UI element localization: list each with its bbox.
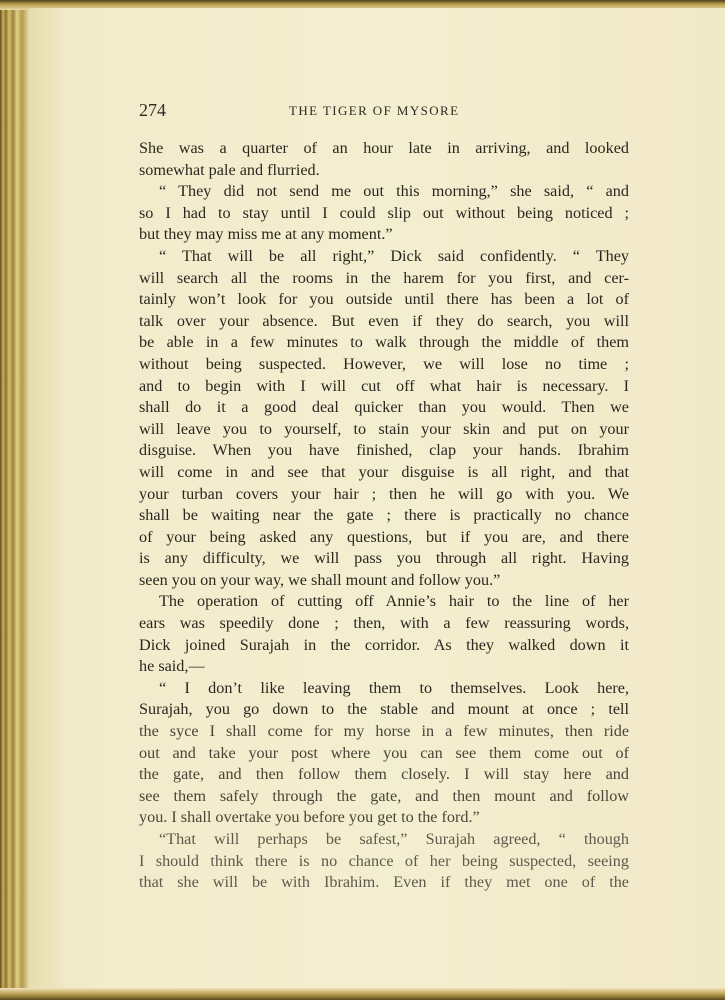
text-line: but they may miss me at any moment.”	[139, 225, 393, 244]
text-line: of your being asked any questions, but if you are, and there	[139, 527, 629, 546]
text-line: somewhat pale and flurried.	[139, 160, 320, 179]
text-line: “ I don’t like leaving them to themselves. Look here,	[159, 678, 629, 697]
text-line: will search all the rooms in the harem for you first, and cer-	[139, 268, 629, 287]
text-line: you. I shall overtake you before you get to the ford.”	[139, 808, 480, 827]
text-line: without being suspected. However, we will lose no time ;	[139, 354, 629, 373]
body-text	[139, 138, 629, 894]
text-line: The operation of cutting off Annie’s hair to the line of her	[159, 592, 629, 611]
text-line: Dick joined Surajah in the corridor. As they walked down it	[139, 635, 629, 654]
text-line: out and take your post where you can see them come out of	[139, 743, 629, 762]
running-head	[139, 100, 629, 126]
text-line: “ They did not send me out this morning,” she said, “ and	[159, 182, 629, 201]
text-line: shall be waiting near the gate ; there is practically no chance	[139, 506, 629, 525]
text-line: I should think there is no chance of her being suspected, seeing	[139, 851, 629, 870]
text-line: will come in and see that your disguise is all right, and that	[139, 462, 629, 481]
text-line: shall do it a good deal quicker than you would. Then we	[139, 398, 629, 417]
text-line: the gate, and then follow them closely. I will stay here and	[139, 765, 629, 784]
text-line: “That will perhaps be safest,” Surajah agreed, “ though	[159, 830, 629, 848]
text-line: will leave you to yourself, to stain your skin and put on your	[139, 419, 629, 438]
text-line: that she will be with Ibrahim. Even if they met one of the	[139, 873, 629, 892]
text-line: talk over your absence. But even if they do search, you will	[139, 311, 629, 330]
text-line: so I had to stay until I could slip out without being noticed ;	[139, 203, 629, 222]
text-line: see them safely through the gate, and then mount and follow	[139, 786, 629, 805]
text-line: he said,—	[139, 657, 205, 676]
page-number: 274	[139, 100, 166, 120]
text-line: ears was speedily done ; then, with a few reassuring words,	[139, 614, 629, 633]
text-line: seen you on your way, we shall mount and follow you.”	[139, 570, 501, 589]
text-line: Surajah, you go down to the stable and mount at once ; tell	[139, 700, 629, 719]
text-line: disguise. When you have finished, clap your hands. Ibrahim	[139, 441, 629, 460]
running-title: THE TIGER OF MYSORE	[289, 103, 460, 118]
text-line: is any difficulty, we will pass you through all right. Having	[139, 549, 629, 568]
text-line: be able in a few minutes to walk through the middle of them	[139, 333, 629, 352]
text-line: and to begin with I will cut off what hair is necessary. I	[139, 376, 629, 395]
text-line: your turban covers your hair ; then he will go with you. We	[139, 484, 629, 503]
bottom-page-edge	[0, 988, 725, 1000]
text-line: “ That will be all right,” Dick said confidently. “ They	[159, 246, 629, 265]
text-line: She was a quarter of an hour late in arriving, and looked	[139, 139, 629, 157]
text-line: the syce I shall come for my horse in a few minutes, then ride	[139, 722, 629, 741]
text-line: tainly won’t look for you outside until there has been a lot of	[139, 290, 629, 309]
